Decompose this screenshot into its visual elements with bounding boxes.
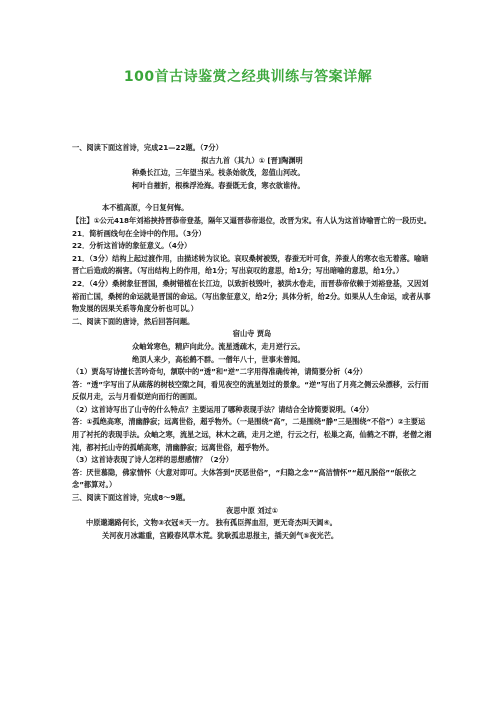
poem-line: 本不植高原，今日复何悔。: [102, 203, 189, 213]
answer-paragraph: 答：“透”字写出了从疏落的树枝空隙之间，看见夜空的流星划过的景象。“逆”写出了月亮之侧云朵漂移，云行而反似月走，云与月看似逆向而行的画面。: [72, 379, 429, 402]
section-heading-1: 一、阅读下面这首诗，完成21—22题。（7分）: [72, 143, 223, 152]
poem-title-1: 拟古九首（其九）① [晋]陶渊明: [201, 155, 303, 165]
document-body: [72, 142, 432, 542]
question-line: （1）贾岛写诗擅长苦吟奇句，颔联中的“透”和“逆”二字用得准确传神，请简要分析（4分）: [72, 367, 367, 377]
answer-paragraph: 21．（3分）结构上起过渡作用，由描述转为议论。哀叹桑树被毁，春蚕无叶可食，养蚕人的寒衣也无着落。喻暗晋亡后造成的祸害。（写出结构上的作用，给1分；写出哀叹的意思，给1分；写出暗喻的意思，给1分。）: [72, 253, 429, 276]
answer-paragraph: 答：①孤绝高寒，清幽静寂；远离世俗，超乎物外。（一是围绕“高”，二是围绕“静”三是围绕“不俗”）②主要运用了衬托的表现手法。众岫之寒，流星之远，林木之疏，走月之逆，行云之行，松巢之高，仙鹤之不群，老僧之湘沌，都衬托山寺的孤峭高寒，清幽静寂；远离世俗，超乎物外。: [72, 417, 432, 452]
question-line: 21．简析画线句在全诗中的作用。（3分）: [72, 228, 206, 238]
poem-line: 绝顶人来少，高松鹤不群。一僧年八十，世事未曾闻。: [132, 354, 305, 364]
question-line: 22．分析这首诗的象征意义。（4分）: [72, 241, 192, 251]
poem-title-3: 夜思中原 刘过①: [226, 505, 278, 515]
section-heading-3: 三、阅读下面这首诗，完成8～9题。: [72, 493, 190, 503]
answer-paragraph: 22．（4分）桑树象征晋国，桑树错植在长江边，以致折枝毁叶，被洪水卷走，而晋恭帝依赖于刘裕登基，又因刘裕而亡国，桑树的命运就是晋国的命运。（写出象征意义，给2分；具体分析，给2分。如果从人生命运，或者从事物发展的因果关系等角度分析也可以。）: [72, 278, 431, 314]
poem-line: 众岫耸寒色，精庐向此分。流星透疏木，走月逆行云。: [132, 341, 305, 351]
poem-line: 种桑长江边，三年望当采。枝条始欲茂，忽值山河改。: [132, 168, 305, 178]
section-heading-2: 二、阅读下面的唐诗，然后回答问题。: [72, 316, 195, 326]
page-title: 100首古诗鉴赏之经典训练与答案详解: [123, 69, 373, 85]
question-line: （3）这首诗表现了诗人怎样的思想感情？（2分）: [72, 455, 233, 465]
poem-line: 中原邈邈路何长，文物③衣冠④天一方。 独有孤臣挥血泪，更无奇杰叫天阊④。: [86, 518, 337, 528]
answer-paragraph: 答：厌世慕隐，佛家情怀（大意对即可。大体答到“厌恶世俗”，“归隐之念”“高洁情怀”“超凡脱俗”“皈依之念”都算对。）: [72, 467, 417, 490]
poem-line: 柯叶自摧折，根株浮沧海。春蚕既无食，寒衣欲谁待。: [132, 180, 305, 190]
poem-line: 关河夜月冰霜重，宫殿春风草木荒。犹耿孤忠思报主，插天剑气⑤夜光芒。: [102, 530, 339, 540]
poem-title-2: 宿山寺 贾岛: [232, 329, 272, 339]
question-line: （2）这首诗写出了山寺的什么特点？主要运用了哪种表现手法？请结合全诗简要说明。（4分）: [72, 404, 374, 414]
note-paragraph: 【注】①公元418年刘裕挟持晋恭帝登基，隔年又逼晋恭帝退位，改晋为宋。有人认为这首诗喻晋亡的一段历史。: [72, 215, 431, 225]
